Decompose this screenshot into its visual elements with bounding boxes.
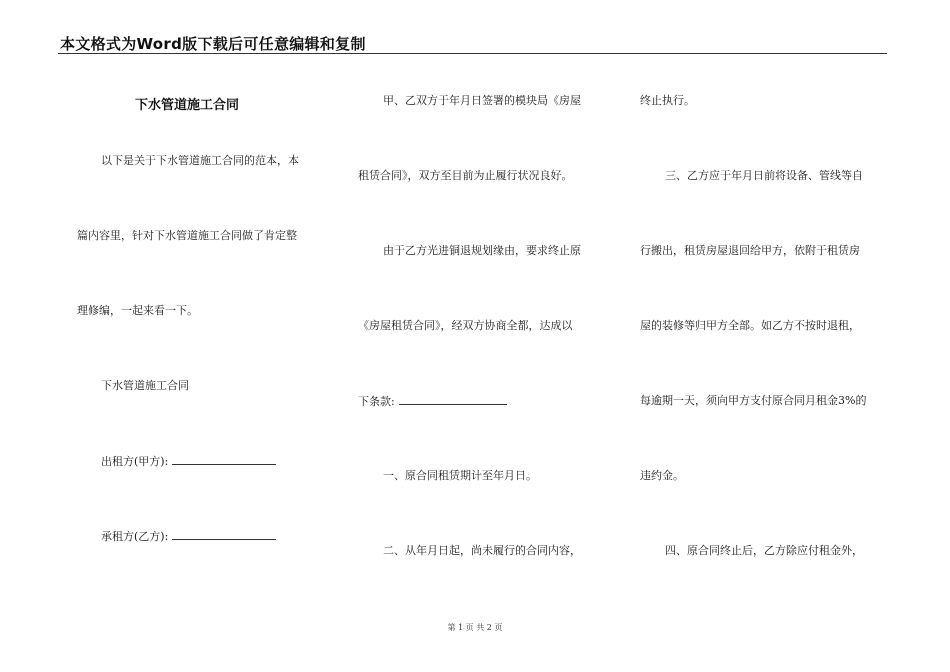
terms-label: 下条款: xyxy=(358,395,395,408)
paragraph-line: 终止执行。 xyxy=(640,94,695,107)
clause-three: 三、乙方应于年月日前将设备、管线等自 xyxy=(665,169,863,182)
lessee-label: 承租方(乙方): xyxy=(101,530,169,543)
paragraph-line: 屋的装修等归甲方全部。如乙方不按时退租， xyxy=(640,319,860,332)
lessor-label: 出租方(甲方): xyxy=(101,455,169,468)
document-title: 下水管道施工合同 xyxy=(135,98,240,113)
lessee-field xyxy=(101,529,276,544)
document-header: 本文格式为Word版下载后可任意编辑和复制 xyxy=(60,35,366,53)
paragraph-line: 《房屋租赁合同》，经双方协商全都，达成以 xyxy=(358,319,573,332)
clause-one: 一、原合同租赁期计至年月日。 xyxy=(383,469,537,482)
paragraph-line: 由于乙方光进铜退规划缘由，要求终止原 xyxy=(383,244,581,257)
terms-field xyxy=(358,394,507,409)
paragraph-line: 租赁合同》，双方至目前为止履行状况良好。 xyxy=(358,169,573,182)
terms-blank-line xyxy=(399,394,507,405)
lessor-blank-line xyxy=(172,454,276,465)
paragraph-line: 行搬出，租赁房屋退回给甲方，依附于租赁房 xyxy=(640,244,860,257)
paragraph-line: 每逾期一天，须向甲方支付原合同月租金3%的 xyxy=(640,394,867,407)
lessor-field xyxy=(101,454,276,469)
paragraph-line: 以下是关于下水管道施工合同的范本，本 xyxy=(101,154,299,167)
header-divider xyxy=(58,53,887,54)
paragraph-line: 理修编，一起来看一下。 xyxy=(77,304,198,317)
paragraph-line: 甲、乙双方于年月日签署的模块局《房屋 xyxy=(383,94,581,107)
paragraph-line: 篇内容里，针对下水管道施工合同做了肯定整 xyxy=(77,229,297,242)
page-indicator: 第 1 页 共 2 页 xyxy=(447,623,503,632)
lessee-blank-line xyxy=(172,529,276,540)
paragraph-line: 违约金。 xyxy=(640,469,684,482)
clause-two: 二、从年月日起，尚未履行的合同内容， xyxy=(383,544,581,557)
clause-four: 四、原合同终止后，乙方除应付租金外， xyxy=(665,544,863,557)
contract-subtitle: 下水管道施工合同 xyxy=(101,379,189,392)
